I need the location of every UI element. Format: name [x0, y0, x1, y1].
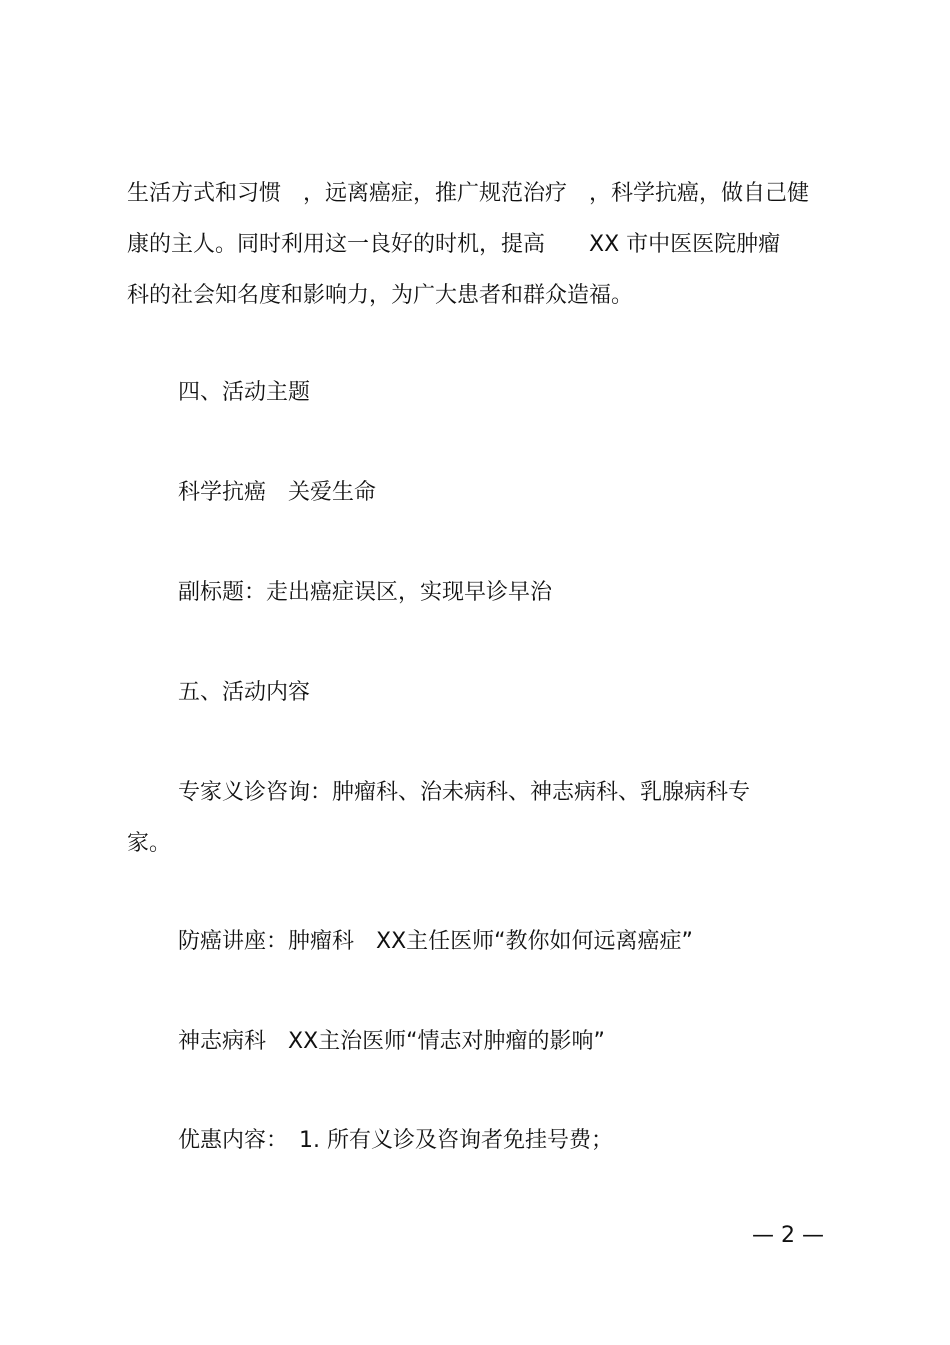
section-heading-content: 五、活动内容 [178, 680, 311, 705]
body-line-1: 生活方式和习惯 ，远离癌症，推广规范治疗 ，科学抗癌，做自己健 [127, 181, 810, 206]
section-heading-theme: 四、活动主题 [178, 380, 311, 405]
page-number: — 2 — [752, 1223, 824, 1248]
lecture-line-1: 防癌讲座：肿瘤科 XX主任医师“教你如何远离癌症” [178, 929, 693, 954]
discount-line: 优惠内容： 1. 所有义诊及咨询者免挂号费； [178, 1128, 613, 1153]
lecture-line-2: 神志病科 XX主治医师“情志对肿瘤的影响” [178, 1029, 605, 1054]
expert-clinic-line-1: 专家义诊咨询：肿瘤科、治未病科、神志病科、乳腺病科专 [178, 780, 751, 805]
expert-clinic-line-2: 家。 [127, 831, 172, 856]
activity-subtitle: 副标题：走出癌症误区，实现早诊早治 [178, 580, 553, 605]
body-line-2: 康的主人。同时利用这一良好的时机，提高 XX 市中医医院肿瘤 [127, 232, 781, 257]
activity-theme: 科学抗癌 关爱生命 [178, 480, 377, 505]
body-line-3: 科的社会知名度和影响力，为广大患者和群众造福。 [127, 283, 634, 308]
